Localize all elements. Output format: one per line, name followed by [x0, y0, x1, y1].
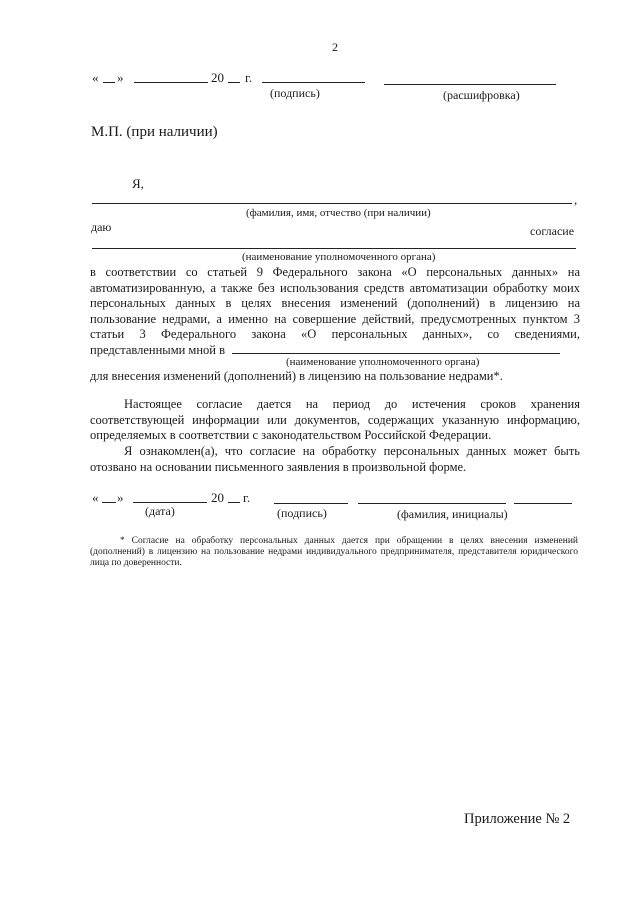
- i-label: Я,: [132, 176, 144, 191]
- year-prefix-bottom: 20: [211, 490, 224, 505]
- signature-blank-bottom: [274, 503, 348, 504]
- consent-body-2: для внесения изменений (дополнений) в лицензию на пользование недрами*.: [90, 369, 503, 383]
- quote-close: »: [117, 70, 124, 85]
- quote-open: «: [92, 70, 99, 85]
- fio-label: (фамилия, имя, отчество (при наличии): [246, 207, 431, 219]
- year-blank-bottom: [228, 502, 240, 503]
- appendix-label: Приложение № 2: [464, 811, 571, 827]
- quote-open-bottom: «: [92, 490, 99, 505]
- stamp-label: М.П. (при наличии): [91, 124, 218, 140]
- signature-blank: [262, 82, 365, 83]
- date-label: (дата): [145, 504, 175, 518]
- organ-line-1: [92, 248, 576, 249]
- organ-line-2: [232, 353, 560, 354]
- year-blank: [228, 82, 240, 83]
- fio-comma: ,: [574, 192, 578, 207]
- organ-label-1: (наименование уполномоченного органа): [242, 251, 436, 263]
- month-blank-bottom: [133, 502, 207, 503]
- signature-label: (подпись): [270, 86, 320, 100]
- transcript-blank: [384, 84, 556, 85]
- consent-word: согласие: [530, 224, 575, 238]
- page-number: 2: [332, 40, 338, 54]
- day-blank: [103, 82, 115, 83]
- day-blank-bottom: [102, 502, 116, 503]
- consent-body-3: Настоящее согласие дается на период до истечения сроков хранения соответствующей информации или документов, содержащих указанную информацию, определяемых в соответствии с законодательством Российской Федерации.: [90, 397, 580, 442]
- consent-body-1-text: в соответствии со статьей 9 Федерального закона «О персональных данных» на автоматизированную, а также без использования средств автоматизации обработку моих персональных данных в целях внесения изменений (дополнений) в лицензию на пользование недрами, а именно на совершение действий, предусмотренных пунктом 3 статьи 3 Федерального закона «О персональных данных», со сведениями, представленными мной в: [90, 265, 580, 357]
- extra-blank-bottom: [514, 503, 572, 504]
- give-label: даю: [91, 220, 112, 234]
- footnote: * Согласие на обработку персональных данных дается при обращении в целях внесения изменений (дополнений) в лицензию на пользование недрами индивидуального предпринимателя, представителя юридического лица по доверенности.: [90, 536, 578, 568]
- transcript-label: (расшифровка): [443, 88, 520, 102]
- year-suffix-bottom: г.: [243, 490, 251, 505]
- year-prefix: 20: [211, 70, 224, 85]
- month-blank: [134, 82, 208, 83]
- signature-label-bottom: (подпись): [277, 506, 327, 520]
- name-blank-bottom: [358, 503, 506, 504]
- consent-body-1: [90, 265, 580, 357]
- year-suffix: г.: [245, 70, 253, 85]
- organ-label-2: (наименование уполномоченного органа): [286, 356, 480, 368]
- fio-line: [92, 203, 572, 204]
- name-label-bottom: (фамилия, инициалы): [397, 507, 508, 521]
- consent-body-4: Я ознакомлен(а), что согласие на обработку персональных данных может быть отозвано на основании письменного заявления в произвольной форме.: [90, 444, 580, 474]
- quote-close-bottom: »: [117, 490, 124, 505]
